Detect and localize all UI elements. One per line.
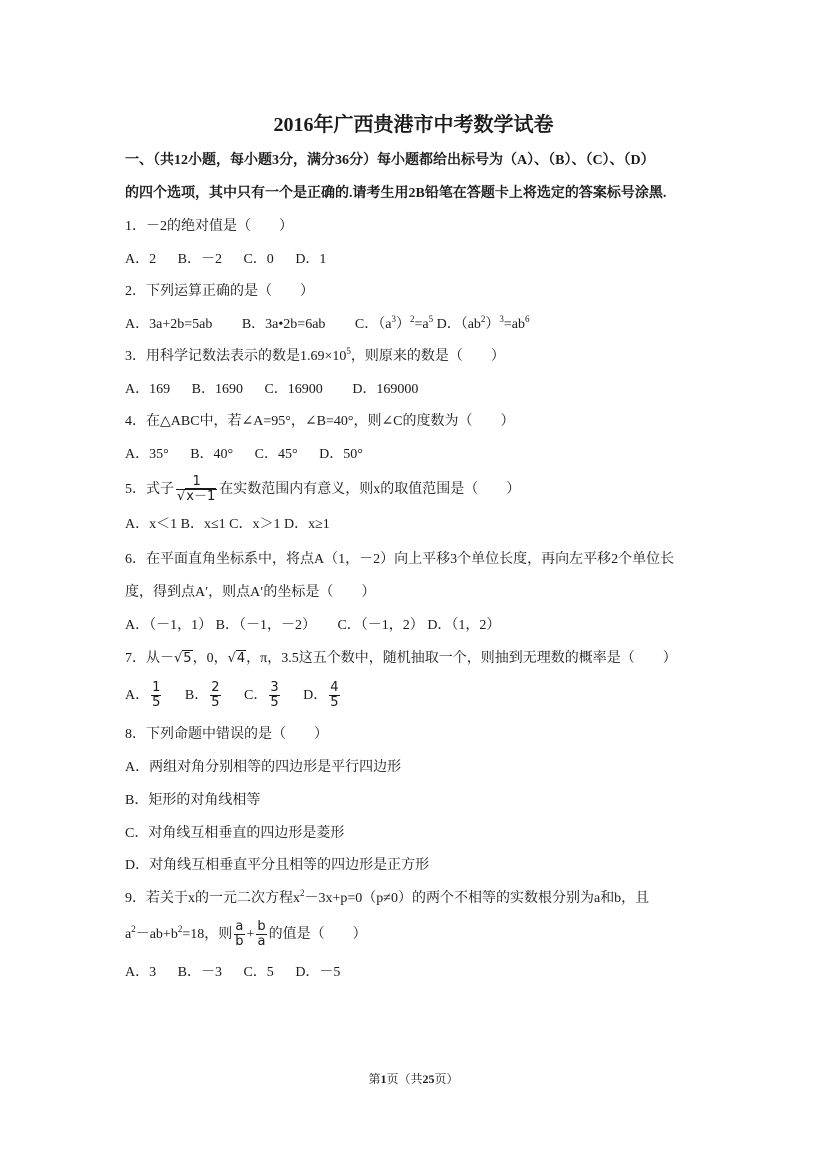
q9-stem-line2: $a^2-ab+b^2=18$，则 $\frac{a}{b}$ + $\frac{b}{a}$ 的值是（ ）	[125, 919, 367, 950]
q9-option-c: C．5	[243, 965, 274, 980]
q7-option-d: D． $\frac{4}{5}$	[303, 680, 339, 711]
q6-stem-line1: 6．在平面直角坐标系中，将点A（1，－2）向上平移3个单位长度，再向左平移2个单位长	[125, 552, 675, 567]
q9-stem-line1: 9．若关于x的一元二次方程$x^2-3x+p=0(p\ne 0)$的两个不相等的实数根分别为a和b，且	[125, 888, 650, 906]
q3-stem: 3．用科学记数法表示的数是$1.69\times 10^5$，则原来的数是（ ）	[125, 346, 505, 364]
page-title: 2016年广西贵港市中考数学试卷	[273, 114, 554, 136]
q3-option-c: C．16900	[264, 382, 323, 397]
q1-options	[125, 251, 326, 269]
q7-option-b: B． $\frac{2}{5}$	[184, 680, 220, 711]
q7-options	[125, 679, 342, 713]
q6-stem-line2: 度，得到点A′，则点A′的坐标是（ ）	[125, 585, 376, 600]
q6-option-a: A．（－1，1）	[125, 618, 213, 633]
page-total: 25	[422, 1072, 435, 1086]
q5-fraction: $\frac{1}{√x-1}$	[177, 474, 216, 505]
section-instructions-line2: 的四个选项，其中只有一个是正确的.请考生用2B铅笔在答题卡上将选定的答案标号涂黑.	[125, 186, 667, 201]
page-footer: 第1页（共25页）	[368, 1072, 459, 1086]
q2-options	[125, 316, 530, 334]
q2-option-a: A．3a+2b=5ab	[125, 317, 213, 332]
sqrt-symbol: √x－1	[177, 489, 216, 505]
q5-options	[125, 516, 330, 534]
q4-option-d: D．50°	[319, 447, 363, 462]
q7-option-c: C． $\frac{3}{5}$	[244, 680, 279, 711]
q6-option-d: D．（1，2）	[427, 618, 501, 633]
q5-stem: 5．式子 $\frac{1}{√x-1}$ 在实数范围内有意义，则x的取值范围是（ ）	[125, 474, 521, 505]
section-instructions-line1: 一、（共12小题，每小题3分，满分36分）每小题都给出标号为（A）、（B）、（C）、（D）	[125, 153, 655, 168]
q6-options	[125, 617, 500, 635]
q2-stem: 2．下列运算正确的是（ ）	[125, 284, 314, 299]
q4-options	[125, 446, 363, 464]
q9-option-a: A．3	[125, 965, 157, 980]
q4-option-b: B．40°	[190, 447, 234, 462]
q1-option-d: D．1	[295, 252, 327, 267]
q1-stem: 1．－2的绝对值是（ ）	[125, 219, 293, 234]
q1-option-b: B．－2	[177, 252, 222, 267]
q3-option-a: A．169	[125, 382, 171, 397]
q5-option-c: C．x＞1	[229, 517, 281, 532]
q5-option-a: A．x＜1	[125, 517, 178, 532]
q7-option-a: A． $\frac{1}{5}$	[125, 680, 161, 711]
q4-option-c: C．45°	[254, 447, 298, 462]
q3-options	[125, 381, 418, 399]
q8-option-c: C．对角线互相垂直的四边形是菱形	[125, 826, 345, 841]
q9-options	[125, 964, 340, 982]
q7-stem: 7．从－√5，0，√4，π，3.5这五个数中，随机抽取一个，则抽到无理数的概率是（ ）	[125, 651, 677, 666]
q9-option-d: D．－5	[295, 965, 341, 980]
q8-option-b: B．矩形的对角线相等	[125, 793, 261, 808]
q8-option-a: A．两组对角分别相等的四边形是平行四边形	[125, 760, 402, 775]
q2-option-d: D．$(ab^2)^3=ab^6$	[436, 314, 530, 332]
q4-option-a: A．35°	[125, 447, 169, 462]
q5-option-b: B．x≤1	[180, 517, 226, 532]
q9-option-b: B．－3	[177, 965, 222, 980]
q1-option-c: C．0	[243, 252, 274, 267]
q6-option-c: C．（－1，2）	[337, 618, 424, 633]
q8-option-d: D．对角线互相垂直平分且相等的四边形是正方形	[125, 858, 430, 873]
q3-option-d: D．169000	[352, 382, 419, 397]
q1-option-a: A．2	[125, 252, 157, 267]
q2-option-b: B．3a•2b=6ab	[241, 317, 326, 332]
page-number: 1	[380, 1072, 387, 1086]
q4-stem: 4．在△ABC中，若∠A=95°，∠B=40°，则∠C的度数为（ ）	[125, 414, 515, 429]
q8-stem: 8．下列命题中错误的是（ ）	[125, 727, 328, 742]
q6-option-b: B．（－1，－2）	[215, 618, 316, 633]
q5-option-d: D．x≥1	[284, 517, 330, 532]
q3-option-b: B．1690	[191, 382, 243, 397]
sqrt-symbol: √5	[174, 651, 192, 666]
q2-option-c: C．$(a^3)^2=a^5$	[354, 314, 434, 332]
sqrt-symbol: √4	[227, 651, 246, 666]
